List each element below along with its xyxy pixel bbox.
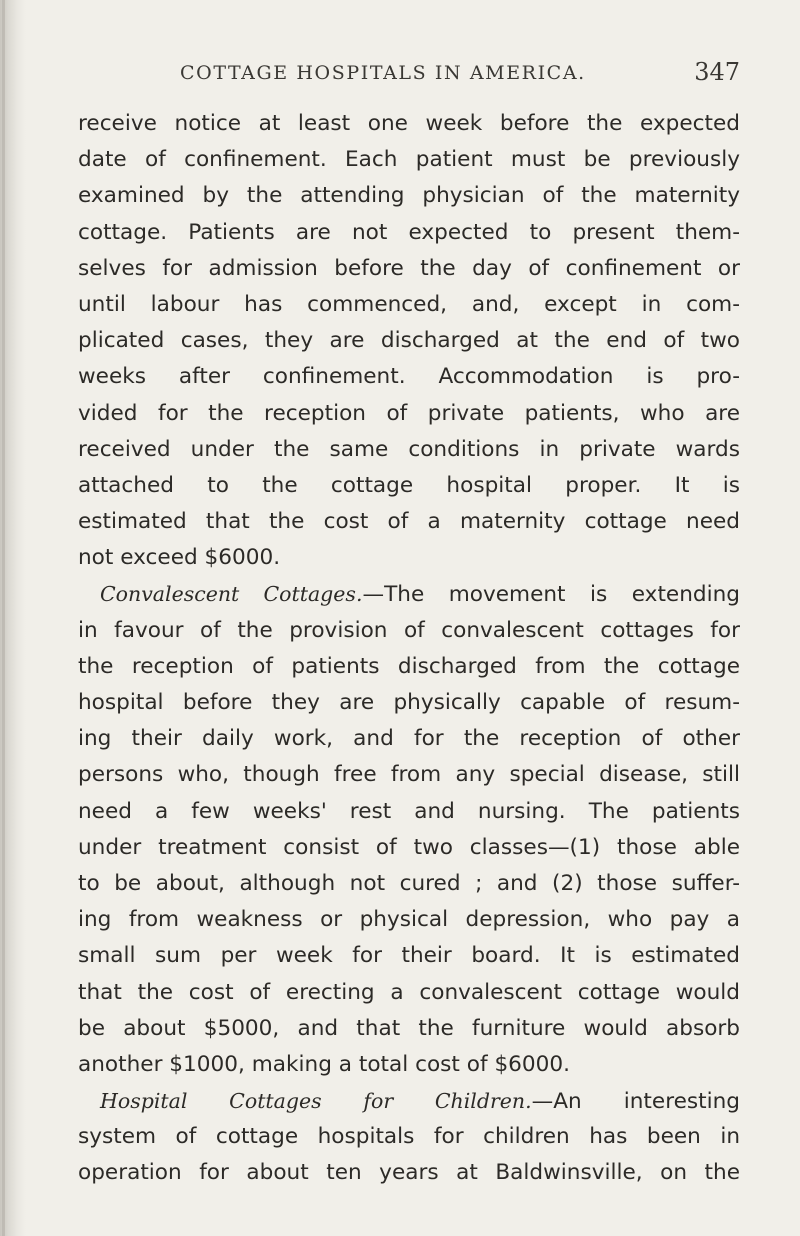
text-line: need a few weeks' rest and nursing. The patients	[78, 798, 740, 824]
text-line: ing from weakness or physical depression, who pay a	[78, 907, 740, 933]
text-line: until labour has commenced, and, except in com-	[78, 291, 740, 317]
section-heading-hospital-cottages-for-children: Hospital Cottages for Children.	[100, 1089, 532, 1114]
section-heading-convalescent-cottages: Convalescent Cottages.	[100, 582, 363, 607]
text-line: date of confinement. Each patient must be previously	[78, 147, 740, 173]
text-line: selves for admission before the day of confinement or	[78, 255, 740, 281]
text-line: be about $5000, and that the furniture would absorb	[78, 1015, 740, 1041]
text-line: cottage. Patients are not expected to present them-	[78, 219, 740, 245]
section-first-line	[78, 1083, 740, 1119]
text-line: estimated that the cost of a maternity cottage need	[78, 509, 740, 535]
text-line: under treatment consist of two classes—(1) those able	[78, 834, 740, 860]
text-line: plicated cases, they are discharged at the end of two	[78, 328, 740, 354]
text-line: system of cottage hospitals for children has been in	[78, 1124, 740, 1150]
text-line: not exceed $6000.	[78, 545, 281, 571]
text-line: in favour of the provision of convalescent cottages for	[78, 617, 740, 643]
section-first-line	[78, 576, 740, 612]
section-first-line-text: —An interesting	[531, 1089, 740, 1115]
binding-edge	[2, 0, 5, 1236]
text-line: the reception of patients discharged from the cottage	[78, 653, 740, 679]
page-body	[78, 106, 740, 1192]
running-head: COTTAGE HOSPITALS IN AMERICA.	[180, 62, 586, 84]
text-line: weeks after confinement. Accommodation is pro-	[78, 364, 740, 390]
text-line: received under the same conditions in private wards	[78, 436, 740, 462]
text-line: examined by the attending physician of the maternity	[78, 183, 740, 209]
text-line: that the cost of erecting a convalescent cottage would	[78, 979, 740, 1005]
text-line: attached to the cottage hospital proper. It is	[78, 472, 740, 498]
text-line: receive notice at least one week before the expected	[78, 111, 740, 136]
text-line: ing their daily work, and for the reception of other	[78, 726, 740, 752]
text-line: small sum per week for their board. It is estimated	[78, 943, 740, 969]
page-number: 347	[694, 58, 740, 86]
section-first-line-text: —The movement is extending	[362, 582, 740, 608]
text-line: to be about, although not cured ; and (2) those suffer-	[78, 870, 740, 896]
page-gutter-shadow	[0, 0, 26, 1236]
text-line: persons who, though free from any special disease, still	[78, 762, 740, 788]
page-header	[180, 58, 740, 94]
text-line: another $1000, making a total cost of $6000.	[78, 1051, 570, 1077]
text-line: hospital before they are physically capable of resum-	[78, 690, 740, 715]
text-line: vided for the reception of private patients, who are	[78, 400, 740, 426]
text-line: operation for about ten years at Baldwinsville, on the	[78, 1160, 740, 1186]
